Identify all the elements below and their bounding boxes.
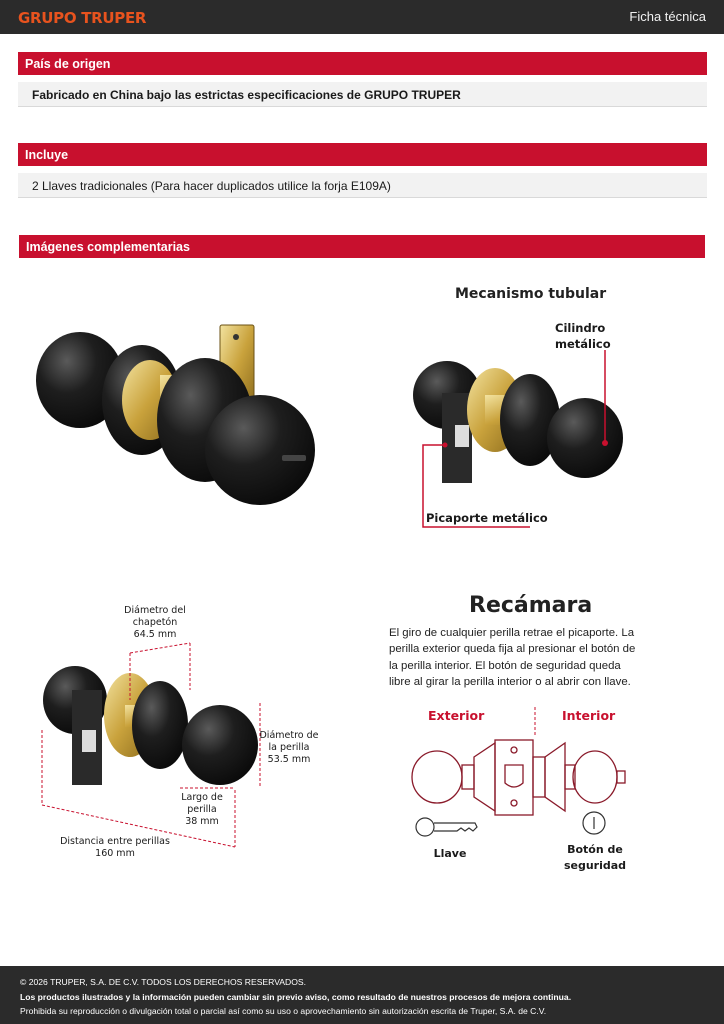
knob-distance-label: Distancia entre perillas 160 mm [60, 836, 170, 859]
top-bar [0, 0, 724, 34]
security-button-caption: Botón de seguridad [563, 843, 627, 872]
includes-text: 2 Llaves tradicionales (Para hacer duplicados utilice la forja E109A) [18, 173, 707, 198]
dimensions-diagram [30, 640, 290, 860]
recamara-schematic [405, 705, 635, 845]
interior-label: Interior [562, 708, 616, 723]
latch-label: Picaporte metálico [426, 511, 548, 525]
footer [0, 966, 724, 1024]
knob-diameter-label: Diámetro de la perilla 53.5 mm [259, 730, 319, 765]
origin-text: Fabricado en China bajo las estrictas especificaciones de GRUPO TRUPER [18, 82, 707, 107]
recamara-title: Recámara [469, 593, 593, 618]
document-type: Ficha técnica [629, 9, 706, 24]
exterior-label: Exterior [428, 708, 485, 723]
includes-section-title: Incluye [18, 143, 707, 166]
knob-set-photo [30, 315, 330, 515]
brand-logo: GRUPO TRUPER [18, 9, 147, 27]
chapeton-diameter-label: Diámetro del chapetón 64.5 mm [124, 605, 186, 640]
origin-section-title: País de origen [18, 52, 707, 75]
footer-copyright: © 2026 TRUPER, S.A. DE C.V. TODOS LOS DERECHOS RESERVADOS. [20, 977, 307, 987]
mechanism-title: Mecanismo tubular [455, 286, 607, 302]
key-caption: Llave [433, 847, 467, 860]
footer-notice: Los productos ilustrados y la información pueden cambiar sin previo aviso, como resultado de nuestros procesos de mejora continua. [20, 991, 572, 1002]
footer-prohibition: Prohibida su reproducción o divulgación total o parcial así como su uso o aprovechamiento sin autorización escrita de Truper, S.A. de C.V. [20, 1006, 547, 1016]
knob-length-label: Largo de perilla 38 mm [181, 792, 223, 827]
images-section-title: Imágenes complementarias [19, 235, 705, 258]
recamara-description: El giro de cualquier perilla retrae el picaporte. La perilla exterior queda fija al presionar el botón de la perilla interior. El botón de seguridad queda libre al girar la perilla interior o al abrir con llave. [389, 627, 636, 689]
cylinder-label: Cilindro metálico [555, 321, 611, 351]
